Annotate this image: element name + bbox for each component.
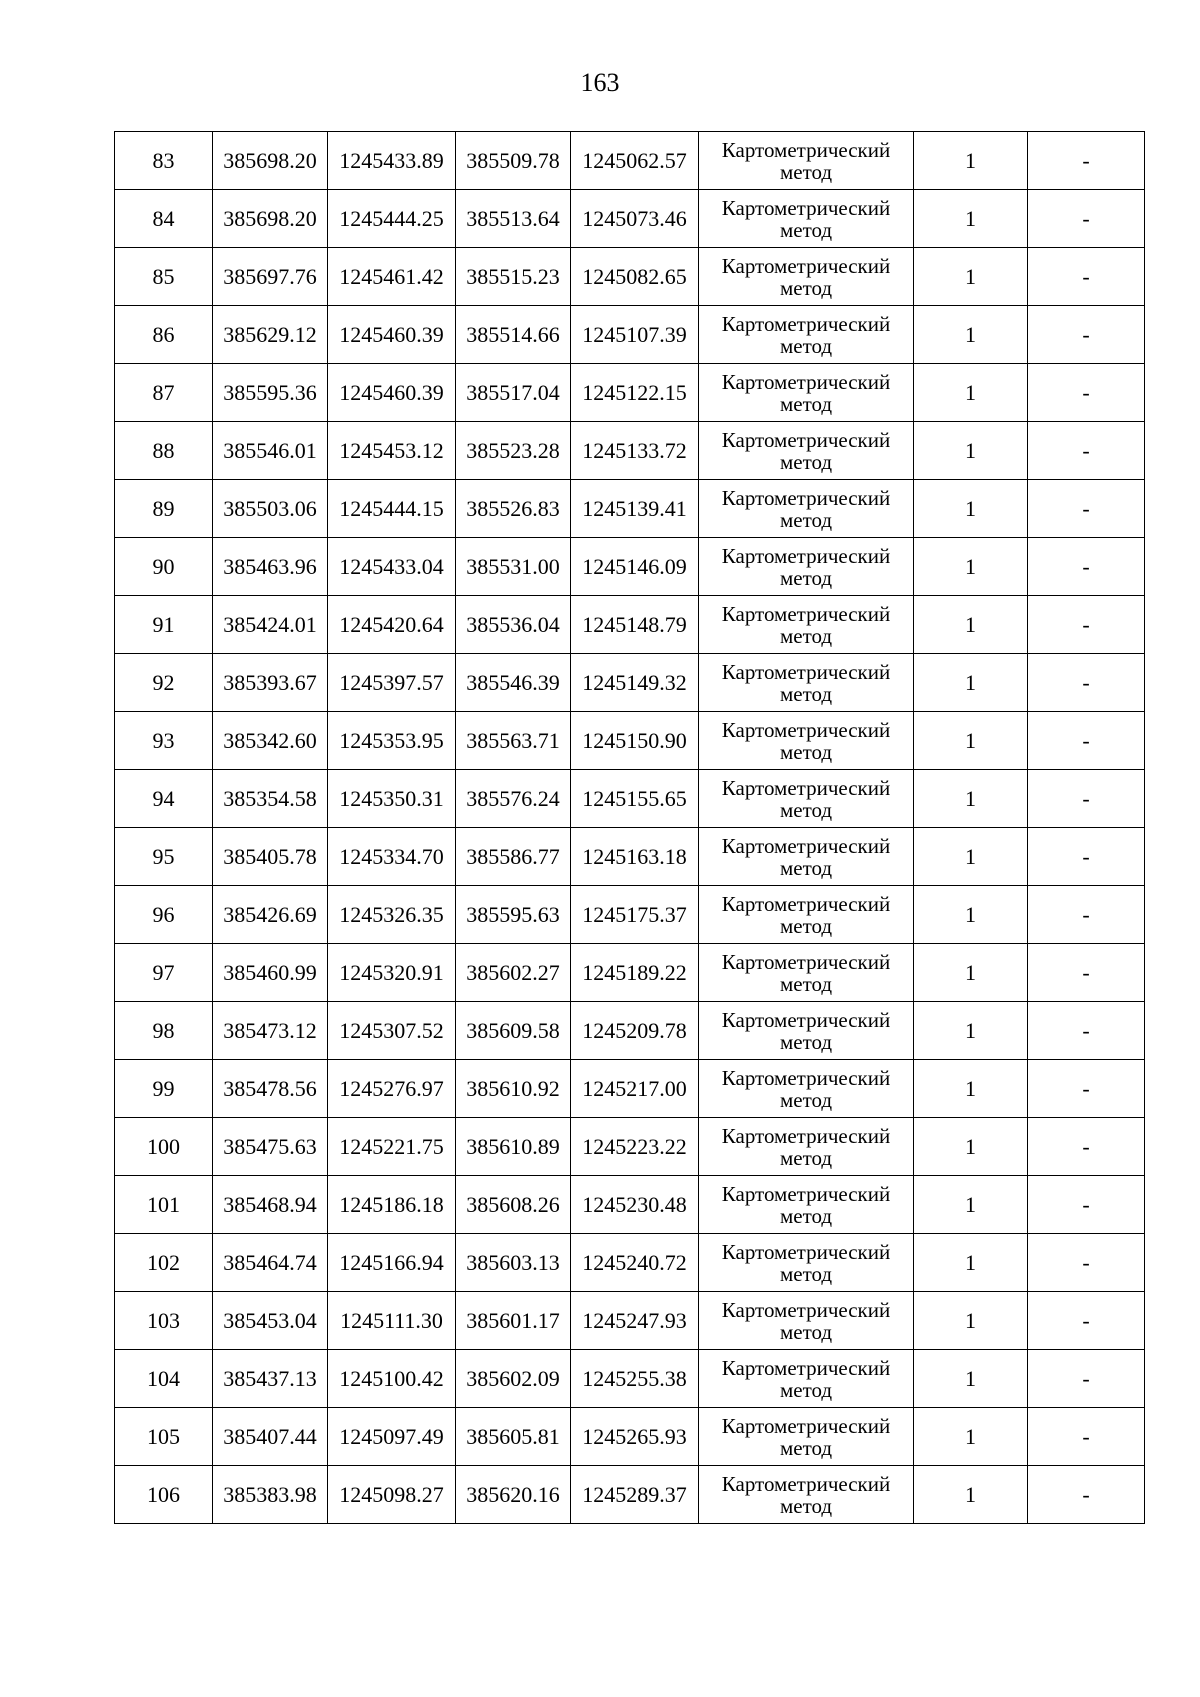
method-line1: Картометрический [721,949,891,974]
y1-cell: 1245433.89 [328,132,456,190]
method-cell [699,828,914,886]
count-cell: 1 [914,1002,1028,1060]
method-line2: метод [779,1145,833,1170]
method-cell [699,596,914,654]
point-number-cell: 97 [115,944,213,1002]
x2-cell: 385605.81 [456,1408,571,1466]
point-number-cell: 85 [115,248,213,306]
y1-cell: 1245444.25 [328,190,456,248]
table-row [115,1176,1145,1234]
method-line1: Картометрический [721,137,891,162]
y1-cell: 1245444.15 [328,480,456,538]
y1-cell: 1245433.04 [328,538,456,596]
point-number-cell: 106 [115,1466,213,1524]
method-line2: метод [779,1261,833,1286]
x1-cell: 385464.74 [213,1234,328,1292]
method-line2: метод [779,507,833,532]
x2-cell: 385513.64 [456,190,571,248]
point-number-cell: 100 [115,1118,213,1176]
y1-cell: 1245350.31 [328,770,456,828]
y1-cell: 1245460.39 [328,364,456,422]
note-cell: - [1028,1234,1145,1292]
method-cell [699,1060,914,1118]
table-row [115,538,1145,596]
note-cell: - [1028,422,1145,480]
x1-cell: 385697.76 [213,248,328,306]
y1-cell: 1245453.12 [328,422,456,480]
y2-cell: 1245255.38 [571,1350,699,1408]
note-cell: - [1028,1118,1145,1176]
y2-cell: 1245062.57 [571,132,699,190]
point-number-cell: 84 [115,190,213,248]
method-cell [699,1118,914,1176]
point-number-cell: 83 [115,132,213,190]
x2-cell: 385609.58 [456,1002,571,1060]
method-line2: метод [779,1029,833,1054]
method-line1: Картометрический [721,427,891,452]
method-line1: Картометрический [721,1239,891,1264]
coordinates-table [114,131,1145,1524]
x1-cell: 385383.98 [213,1466,328,1524]
x2-cell: 385601.17 [456,1292,571,1350]
y2-cell: 1245240.72 [571,1234,699,1292]
count-cell: 1 [914,944,1028,1002]
y2-cell: 1245149.32 [571,654,699,712]
y2-cell: 1245122.15 [571,364,699,422]
x1-cell: 385460.99 [213,944,328,1002]
method-line1: Картометрический [721,601,891,626]
count-cell: 1 [914,712,1028,770]
note-cell: - [1028,132,1145,190]
point-number-cell: 86 [115,306,213,364]
method-line1: Картометрический [721,543,891,568]
y2-cell: 1245247.93 [571,1292,699,1350]
note-cell: - [1028,1350,1145,1408]
method-cell [699,190,914,248]
method-line2: метод [779,1493,833,1518]
table-row [115,1234,1145,1292]
x2-cell: 385576.24 [456,770,571,828]
method-cell [699,1002,914,1060]
x2-cell: 385602.09 [456,1350,571,1408]
point-number-cell: 92 [115,654,213,712]
method-line1: Картометрический [721,253,891,278]
y2-cell: 1245146.09 [571,538,699,596]
y1-cell: 1245334.70 [328,828,456,886]
x1-cell: 385629.12 [213,306,328,364]
y2-cell: 1245217.00 [571,1060,699,1118]
y1-cell: 1245397.57 [328,654,456,712]
method-line2: метод [779,623,833,648]
x1-cell: 385405.78 [213,828,328,886]
table-row [115,944,1145,1002]
coordinates-table-body [115,132,1145,1524]
table-row [115,1408,1145,1466]
x2-cell: 385546.39 [456,654,571,712]
method-cell [699,944,914,1002]
point-number-cell: 89 [115,480,213,538]
x1-cell: 385698.20 [213,132,328,190]
note-cell: - [1028,538,1145,596]
y2-cell: 1245082.65 [571,248,699,306]
note-cell: - [1028,770,1145,828]
point-number-cell: 91 [115,596,213,654]
table-row [115,712,1145,770]
count-cell: 1 [914,886,1028,944]
x1-cell: 385698.20 [213,190,328,248]
y1-cell: 1245098.27 [328,1466,456,1524]
x1-cell: 385475.63 [213,1118,328,1176]
note-cell: - [1028,480,1145,538]
note-cell: - [1028,1060,1145,1118]
y1-cell: 1245100.42 [328,1350,456,1408]
method-line1: Картометрический [721,659,891,684]
y2-cell: 1245163.18 [571,828,699,886]
y2-cell: 1245265.93 [571,1408,699,1466]
point-number-cell: 96 [115,886,213,944]
method-line1: Картометрический [721,1413,891,1438]
point-number-cell: 103 [115,1292,213,1350]
table-row [115,190,1145,248]
method-line2: метод [779,275,833,300]
method-cell [699,1176,914,1234]
x2-cell: 385536.04 [456,596,571,654]
count-cell: 1 [914,538,1028,596]
method-cell [699,886,914,944]
x1-cell: 385463.96 [213,538,328,596]
method-line2: метод [779,855,833,880]
count-cell: 1 [914,654,1028,712]
count-cell: 1 [914,1466,1028,1524]
table-row [115,1350,1145,1408]
table-row [115,422,1145,480]
y1-cell: 1245186.18 [328,1176,456,1234]
x1-cell: 385342.60 [213,712,328,770]
x2-cell: 385620.16 [456,1466,571,1524]
note-cell: - [1028,712,1145,770]
x2-cell: 385514.66 [456,306,571,364]
table-row [115,1002,1145,1060]
method-line1: Картометрический [721,833,891,858]
y2-cell: 1245148.79 [571,596,699,654]
table-row [115,364,1145,422]
y2-cell: 1245107.39 [571,306,699,364]
note-cell: - [1028,1292,1145,1350]
method-line2: метод [779,391,833,416]
method-line1: Картометрический [721,485,891,510]
table-row [115,654,1145,712]
y2-cell: 1245073.46 [571,190,699,248]
count-cell: 1 [914,190,1028,248]
x2-cell: 385517.04 [456,364,571,422]
point-number-cell: 105 [115,1408,213,1466]
note-cell: - [1028,828,1145,886]
count-cell: 1 [914,1060,1028,1118]
method-line1: Картометрический [721,775,891,800]
y2-cell: 1245155.65 [571,770,699,828]
y2-cell: 1245230.48 [571,1176,699,1234]
method-line1: Картометрический [721,1123,891,1148]
note-cell: - [1028,596,1145,654]
x1-cell: 385424.01 [213,596,328,654]
note-cell: - [1028,1002,1145,1060]
y2-cell: 1245139.41 [571,480,699,538]
method-line2: метод [779,971,833,996]
method-line2: метод [779,1319,833,1344]
y1-cell: 1245111.30 [328,1292,456,1350]
x2-cell: 385610.92 [456,1060,571,1118]
x2-cell: 385603.13 [456,1234,571,1292]
method-cell [699,364,914,422]
method-line2: метод [779,333,833,358]
table-row [115,248,1145,306]
method-line1: Картометрический [721,1065,891,1090]
count-cell: 1 [914,1176,1028,1234]
x1-cell: 385546.01 [213,422,328,480]
y2-cell: 1245223.22 [571,1118,699,1176]
method-line2: метод [779,217,833,242]
method-line2: метод [779,1203,833,1228]
y1-cell: 1245461.42 [328,248,456,306]
method-line2: метод [779,1435,833,1460]
x2-cell: 385509.78 [456,132,571,190]
x1-cell: 385393.67 [213,654,328,712]
y1-cell: 1245353.95 [328,712,456,770]
x2-cell: 385531.00 [456,538,571,596]
y1-cell: 1245320.91 [328,944,456,1002]
method-cell [699,132,914,190]
table-row [115,886,1145,944]
method-cell [699,654,914,712]
count-cell: 1 [914,596,1028,654]
method-cell [699,712,914,770]
x2-cell: 385526.83 [456,480,571,538]
x1-cell: 385354.58 [213,770,328,828]
method-cell [699,306,914,364]
count-cell: 1 [914,1408,1028,1466]
y1-cell: 1245460.39 [328,306,456,364]
table-row [115,480,1145,538]
x1-cell: 385503.06 [213,480,328,538]
table-row [115,1292,1145,1350]
table-row [115,596,1145,654]
method-line2: метод [779,1377,833,1402]
note-cell: - [1028,1408,1145,1466]
x2-cell: 385595.63 [456,886,571,944]
method-cell [699,1292,914,1350]
method-line1: Картометрический [721,1355,891,1380]
x1-cell: 385473.12 [213,1002,328,1060]
point-number-cell: 93 [115,712,213,770]
method-line2: метод [779,565,833,590]
y1-cell: 1245276.97 [328,1060,456,1118]
method-line2: метод [779,681,833,706]
x1-cell: 385426.69 [213,886,328,944]
x2-cell: 385586.77 [456,828,571,886]
count-cell: 1 [914,1118,1028,1176]
count-cell: 1 [914,480,1028,538]
x1-cell: 385453.04 [213,1292,328,1350]
y2-cell: 1245150.90 [571,712,699,770]
x2-cell: 385523.28 [456,422,571,480]
method-cell [699,1408,914,1466]
count-cell: 1 [914,132,1028,190]
method-line2: метод [779,739,833,764]
x1-cell: 385595.36 [213,364,328,422]
note-cell: - [1028,1466,1145,1524]
point-number-cell: 101 [115,1176,213,1234]
point-number-cell: 90 [115,538,213,596]
y2-cell: 1245189.22 [571,944,699,1002]
count-cell: 1 [914,1234,1028,1292]
point-number-cell: 87 [115,364,213,422]
method-line1: Картометрический [721,1471,891,1496]
count-cell: 1 [914,248,1028,306]
method-line2: метод [779,159,833,184]
count-cell: 1 [914,422,1028,480]
point-number-cell: 88 [115,422,213,480]
method-cell [699,422,914,480]
x2-cell: 385602.27 [456,944,571,1002]
table-row [115,306,1145,364]
y2-cell: 1245133.72 [571,422,699,480]
note-cell: - [1028,306,1145,364]
point-number-cell: 98 [115,1002,213,1060]
count-cell: 1 [914,1292,1028,1350]
method-line1: Картометрический [721,369,891,394]
method-line2: метод [779,797,833,822]
page-number: 163 [580,68,620,97]
x2-cell: 385610.89 [456,1118,571,1176]
y1-cell: 1245326.35 [328,886,456,944]
x2-cell: 385608.26 [456,1176,571,1234]
method-cell [699,248,914,306]
count-cell: 1 [914,1350,1028,1408]
x1-cell: 385478.56 [213,1060,328,1118]
table-row [115,132,1145,190]
x1-cell: 385468.94 [213,1176,328,1234]
note-cell: - [1028,190,1145,248]
y2-cell: 1245289.37 [571,1466,699,1524]
method-line2: метод [779,913,833,938]
method-line2: метод [779,449,833,474]
x2-cell: 385515.23 [456,248,571,306]
method-cell [699,1466,914,1524]
method-line1: Картометрический [721,1181,891,1206]
note-cell: - [1028,1176,1145,1234]
method-cell [699,770,914,828]
note-cell: - [1028,654,1145,712]
table-row [115,1060,1145,1118]
note-cell: - [1028,944,1145,1002]
count-cell: 1 [914,306,1028,364]
method-line1: Картометрический [721,195,891,220]
method-line1: Картометрический [721,311,891,336]
note-cell: - [1028,364,1145,422]
x2-cell: 385563.71 [456,712,571,770]
point-number-cell: 99 [115,1060,213,1118]
count-cell: 1 [914,828,1028,886]
note-cell: - [1028,248,1145,306]
point-number-cell: 95 [115,828,213,886]
x1-cell: 385407.44 [213,1408,328,1466]
count-cell: 1 [914,770,1028,828]
point-number-cell: 104 [115,1350,213,1408]
table-row [115,770,1145,828]
table-row [115,1118,1145,1176]
point-number-cell: 94 [115,770,213,828]
count-cell: 1 [914,364,1028,422]
y2-cell: 1245175.37 [571,886,699,944]
method-cell [699,1234,914,1292]
table-row [115,1466,1145,1524]
y1-cell: 1245307.52 [328,1002,456,1060]
method-line1: Картометрический [721,717,891,742]
method-line1: Картометрический [721,1297,891,1322]
y1-cell: 1245097.49 [328,1408,456,1466]
table-row [115,828,1145,886]
method-cell [699,1350,914,1408]
note-cell: - [1028,886,1145,944]
point-number-cell: 102 [115,1234,213,1292]
y1-cell: 1245221.75 [328,1118,456,1176]
x1-cell: 385437.13 [213,1350,328,1408]
y1-cell: 1245420.64 [328,596,456,654]
y2-cell: 1245209.78 [571,1002,699,1060]
method-cell [699,538,914,596]
method-line1: Картометрический [721,891,891,916]
method-line1: Картометрический [721,1007,891,1032]
y1-cell: 1245166.94 [328,1234,456,1292]
method-cell [699,480,914,538]
method-line2: метод [779,1087,833,1112]
